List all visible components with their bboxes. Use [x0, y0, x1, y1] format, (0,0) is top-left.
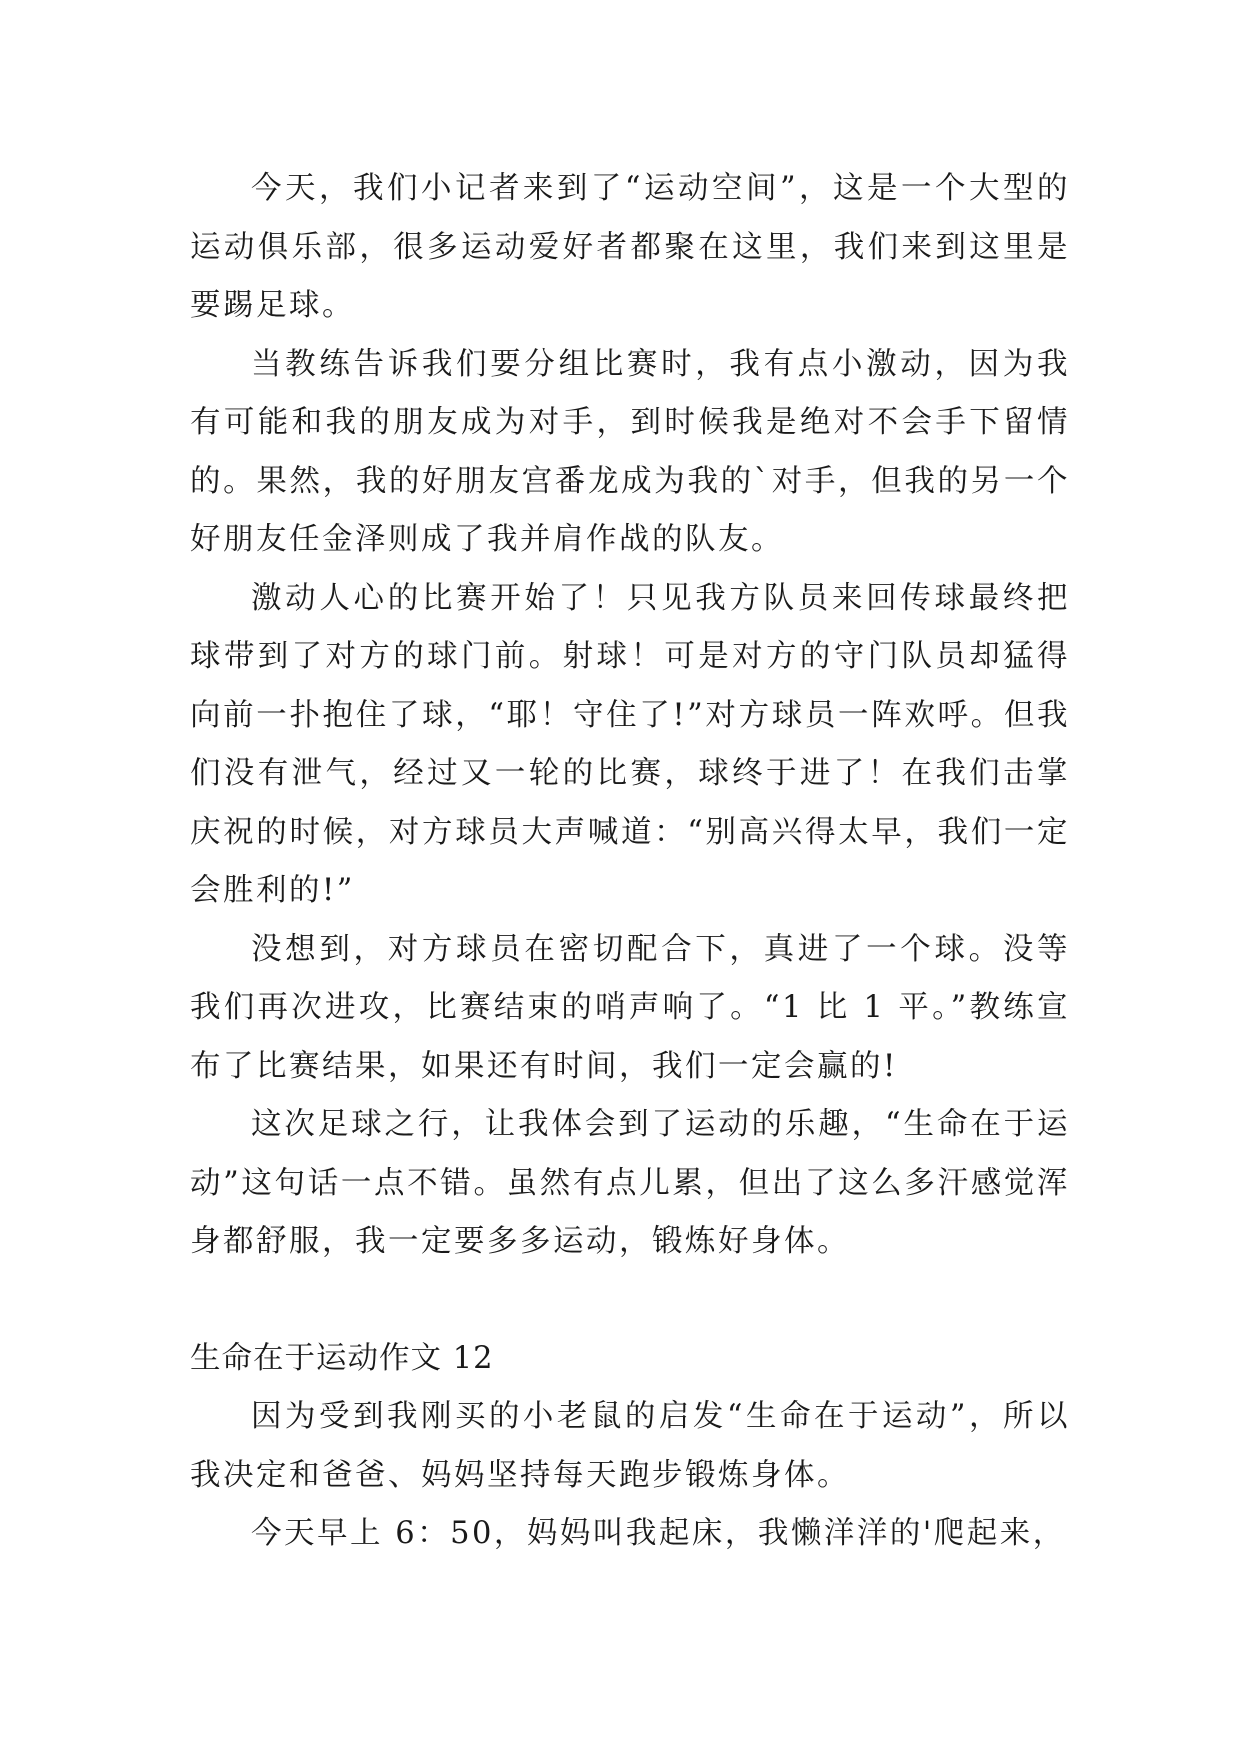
paragraph: 激动人心的比赛开始了！只见我方队员来回传球最终把球带到了对方的球门前。射球！可是对方的守门队员却猛得向前一扑抱住了球，“耶！守住了!”对方球员一阵欢呼。但我们没有泄气，经过又一轮的比赛，球终于进了！在我们击掌庆祝的时候，对方球员大声喊道：“别高兴得太早，我们一定会胜利的!” — [190, 580, 1070, 908]
paragraph: 这次足球之行，让我体会到了运动的乐趣，“生命在于运动”这句话一点不错。虽然有点儿累，但出了这么多汗感觉浑身都舒服，我一定要多多运动，锻炼好身体。 — [190, 1107, 1070, 1259]
section-heading: 生命在于运动作文 12 — [190, 1340, 494, 1376]
paragraph: 当教练告诉我们要分组比赛时，我有点小激动，因为我有可能和我的朋友成为对手，到时候我是绝对不会手下留情的。果然，我的好朋友宫番龙成为我的`对手，但我的另一个好朋友任金泽则成了我并肩作战的队友。 — [190, 346, 1070, 557]
paragraph: 因为受到我刚买的小老鼠的启发“生命在于运动”，所以我决定和爸爸、妈妈坚持每天跑步锻炼身体。 — [190, 1399, 1070, 1493]
paragraph: 今天早上 6：50，妈妈叫我起床，我懒洋洋的'爬起来， — [251, 1516, 1066, 1551]
document-body — [190, 160, 1070, 1564]
paragraph: 今天，我们小记者来到了“运动空间”，这是一个大型的运动俱乐部，很多运动爱好者都聚在这里，我们来到这里是要踢足球。 — [190, 171, 1070, 323]
paragraph: 没想到，对方球员在密切配合下，真进了一个球。没等我们再次进攻，比赛结束的哨声响了。“1 比 1 平。”教练宣布了比赛结果，如果还有时间，我们一定会赢的! — [190, 931, 1070, 1084]
